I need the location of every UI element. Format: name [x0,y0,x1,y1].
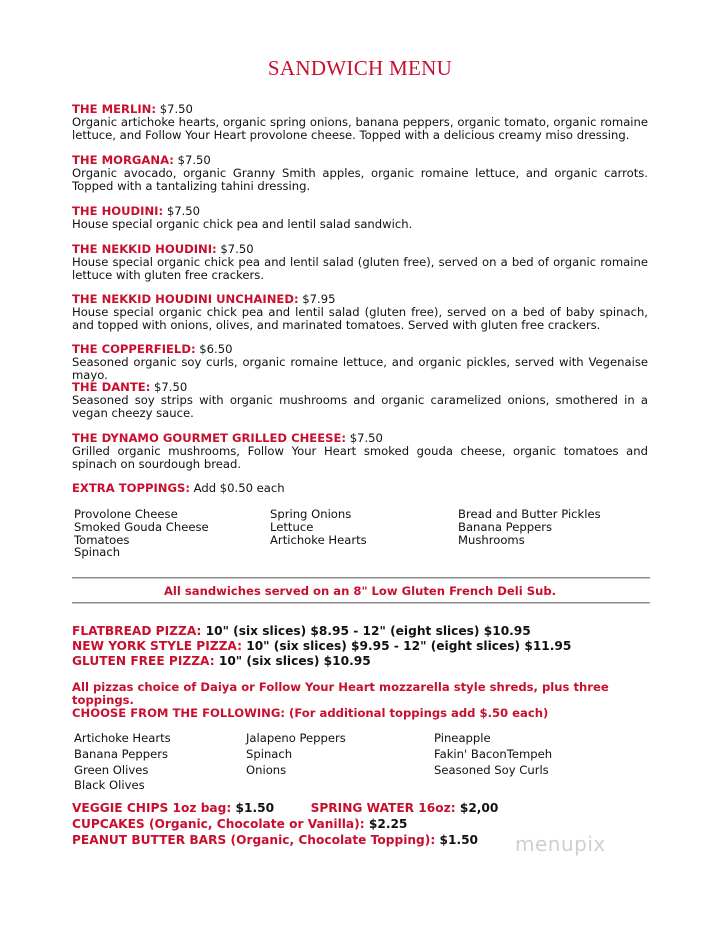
choose-heading: CHOOSE FROM THE FOLLOWING: (For additional toppings add $.50 each) [72,706,549,720]
list-item: Tomatoes [74,532,130,547]
list-item: Spring Onions [270,507,352,521]
served-note: All sandwiches served on an 8" Low Gluten French Deli Sub. [163,584,557,598]
menu-item-nekkid-houdini [72,243,648,282]
menu-item-merlin [72,103,648,142]
item-description: Organic avocado, organic Granny Smith apples, organic romaine lettuce, and organic carrots. Topped with a tantalizing tahini dressing. [72,166,648,193]
list-item: Onions [246,762,287,777]
extra-price: $2.25 [368,817,408,831]
extra-price: $2,00 [459,801,499,815]
list-item: Spinach [246,746,293,761]
item-price: $6.50 [199,342,233,356]
list-item: Provolone Cheese [74,507,178,521]
toppings-column [74,508,209,559]
pizza-toppings-column [246,732,346,779]
extra-label: PEANUT BUTTER BARS (Organic, Chocolate Topping): [72,833,436,847]
divider [72,602,650,604]
extra-price: $1.50 [439,833,479,847]
item-name: THE COPPERFIELD: [72,342,196,356]
pizza-label: NEW YORK STYLE PIZZA: [72,639,242,653]
list-item: Black Olives [74,778,145,793]
item-name: THE DYNAMO GOURMET GRILLED CHEESE: [72,431,347,445]
list-item: Seasoned Soy Curls [434,762,549,777]
item-description: Seasoned organic soy curls, organic romaine lettuce, and organic pickles, served with Vegenaise mayo. [72,355,648,382]
extras-line-1 [72,802,648,815]
pizza-flatbread [72,625,648,638]
menu-item-nekkid-houdini-unchained [72,293,648,332]
list-item: Banana Peppers [74,746,169,761]
list-item: Pineapple [434,731,491,745]
extra-price: $1.50 [235,801,275,815]
item-name: THE HOUDINI: [72,204,164,218]
extra-toppings-label: EXTRA TOPPINGS: [72,481,190,495]
item-description: House special organic chick pea and lentil salad (gluten free), served on a bed of organic romaine lettuce with gluten free crackers. [72,255,648,282]
item-description: Grilled organic mushrooms, Follow Your Heart smoked gouda cheese, organic tomatoes and spinach on sourdough bread. [72,444,648,471]
list-item: Green Olives [74,762,149,777]
list-item: Lettuce [270,519,314,534]
item-name: THE DANTE: [72,380,151,394]
menu-item-dante [72,381,648,420]
item-description: Seasoned soy strips with organic mushrooms and organic caramelized onions, smothered in a vegan cheezy sauce. [72,393,648,420]
divider [72,577,650,579]
list-item: Spinach [74,545,121,560]
pizza-new-york [72,640,648,653]
pizza-gluten-free [72,655,648,668]
item-name: THE MORGANA: [72,153,174,167]
list-item: Bread and Butter Pickles [458,507,601,521]
list-item: Banana Peppers [458,519,553,534]
item-price: $7.50 [220,242,254,256]
list-item: Mushrooms [458,532,525,547]
menu-item-dynamo [72,432,648,471]
extra-label: CUPCAKES (Organic, Chocolate or Vanilla): [72,817,365,831]
item-description: Organic artichoke hearts, organic spring onions, banana peppers, organic tomato, organic romaine lettuce, and Follow Your Heart provolone cheese. Topped with a delicious creamy miso dressing. [72,115,648,142]
pizza-toppings-column [434,732,552,779]
pizza-toppings-column [74,732,171,795]
extra-label: VEGGIE CHIPS 1oz bag: [72,801,232,815]
page-title: SANDWICH MENU [267,56,453,80]
item-name: THE NEKKID HOUDINI: [72,242,217,256]
item-description: House special organic chick pea and lentil salad (gluten free), served on a bed of baby spinach, and topped with onions, olives, and marinated tomatoes. Served with gluten free crackers. [72,305,648,332]
pizza-label: GLUTEN FREE PIZZA: [72,654,215,668]
pizza-price: 10" (six slices) $9.95 - 12" (eight slices) $11.95 [246,639,572,653]
menu-item-copperfield [72,343,648,382]
pizza-price: 10" (six slices) $8.95 - 12" (eight slices) $10.95 [205,624,531,638]
toppings-column [458,508,601,546]
extra-toppings-price: Add $0.50 each [193,481,285,495]
watermark: menupix [515,832,606,856]
toppings-column [270,508,367,546]
extras-line-2 [72,818,648,831]
list-item: Artichoke Hearts [74,731,171,745]
pizza-label: FLATBREAD PIZZA: [72,624,202,638]
item-price: $7.50 [159,102,193,116]
item-price: $7.50 [154,380,188,394]
item-description: House special organic chick pea and lentil salad sandwich. [72,217,413,231]
list-item: Jalapeno Peppers [246,731,346,745]
list-item: Artichoke Hearts [270,532,367,547]
list-item: Smoked Gouda Cheese [74,519,209,534]
item-name: THE NEKKID HOUDINI UNCHAINED: [72,292,299,306]
pizza-price: 10" (six slices) $10.95 [218,654,371,668]
item-name: THE MERLIN: [72,102,156,116]
menu-item-morgana [72,154,648,193]
pizza-note: All pizzas choice of Daiya or Follow Your Heart mozzarella style shreds, plus three toppings. [72,680,609,707]
item-price: $7.95 [302,292,336,306]
list-item: Fakin' BaconTempeh [434,746,553,761]
item-price: $7.50 [166,204,201,218]
item-price: $7.50 [177,153,211,167]
item-price: $7.50 [349,431,383,445]
extra-toppings-heading [72,482,648,495]
menu-item-houdini [72,205,648,231]
extra-label: SPRING WATER 16oz: [310,801,456,815]
